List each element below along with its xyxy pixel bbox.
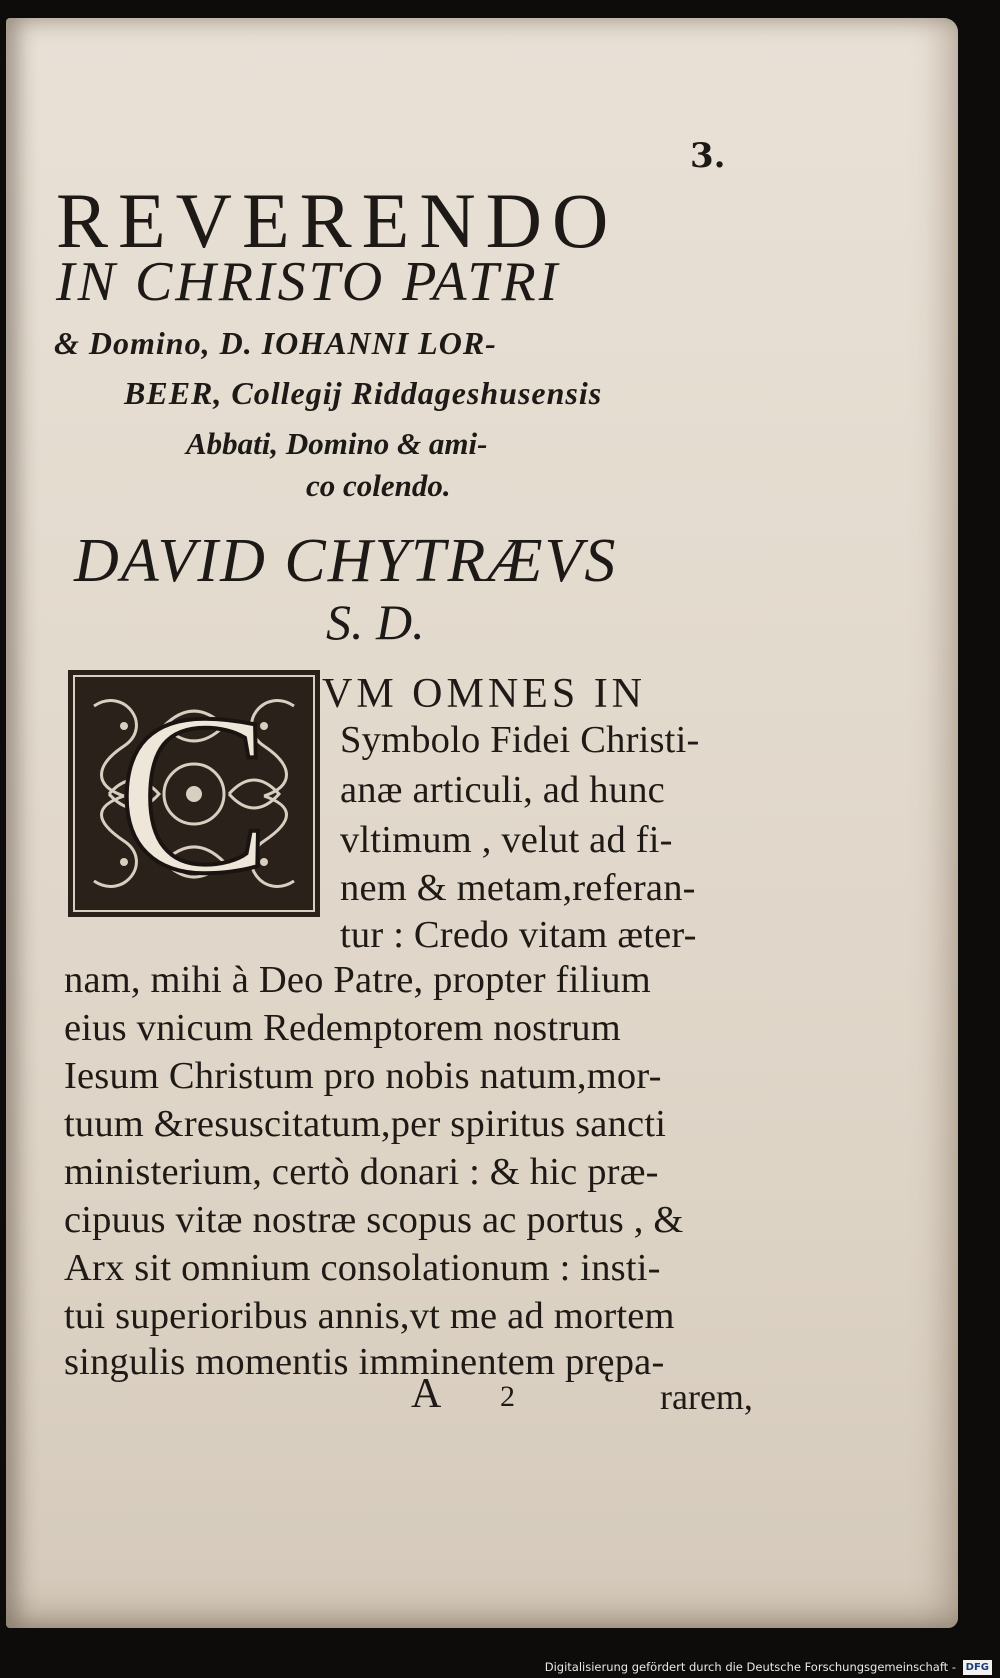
text-line: singulis momentis imminentem prępa- <box>64 1341 665 1383</box>
text-line: VM OMNES IN <box>322 671 647 717</box>
page-number: 3. <box>690 136 726 176</box>
heading-line-1: REVERENDO <box>56 177 619 264</box>
salutation: S. D. <box>326 594 425 650</box>
text-line: Iesum Christum pro nobis natum,mor- <box>64 1055 662 1097</box>
heading-line-4: BEER, Collegij Riddageshusensis <box>124 375 603 411</box>
signature-mark: A <box>411 1371 442 1417</box>
initial-letter: C <box>117 666 271 921</box>
digitization-credit <box>0 1656 992 1678</box>
text-line: cipuus vitæ nostræ scopus ac portus , & <box>64 1199 684 1241</box>
text-line: Symbolo Fidei Christi- <box>340 719 700 761</box>
text-line: anæ articuli, ad hunc <box>340 769 665 811</box>
text-line: tuum &resuscitatum,per spiritus sancti <box>64 1103 667 1145</box>
heading-line-3: & Domino, D. IOHANNI LOR- <box>54 325 497 361</box>
catchword: rarem, <box>660 1377 753 1417</box>
decorated-initial-icon <box>64 666 324 921</box>
dfg-logo-icon: DFG <box>963 1660 992 1675</box>
signature-number: 2 <box>500 1380 515 1413</box>
heading-line-5: Abbati, Domino & ami- <box>186 426 488 461</box>
text-line: ministerium, certò donari : & hic præ- <box>64 1151 659 1193</box>
text-line: tui superioribus annis,vt me ad mortem <box>64 1295 675 1337</box>
text-line: tur : Credo vitam æter- <box>340 914 697 956</box>
text-line: nem & metam,referan- <box>340 867 696 909</box>
text-line: Arx sit omnium consolationum : insti- <box>64 1247 661 1289</box>
heading-line-2: IN CHRISTO PATRI <box>56 251 561 313</box>
book-page <box>6 18 958 1628</box>
author-name: DAVID CHYTRÆVS <box>74 527 618 595</box>
heading-line-6: co colendo. <box>306 468 451 503</box>
text-line: eius vnicum Redemptorem nostrum <box>64 1007 621 1049</box>
credit-text: Digitalisierung gefördert durch die Deutsche Forschungsgemeinschaft - <box>544 1660 956 1674</box>
text-line: nam, mihi à Deo Patre, propter filium <box>64 959 651 1001</box>
text-line: vltimum , velut ad fi- <box>340 819 673 861</box>
